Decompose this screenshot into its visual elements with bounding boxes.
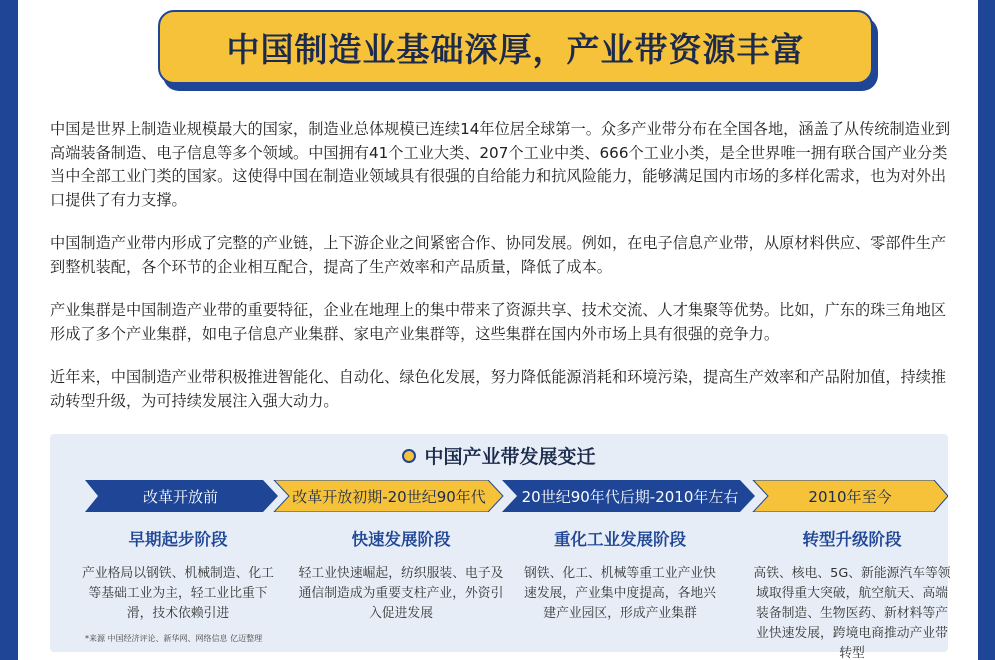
- timeline-arrows: [50, 480, 948, 512]
- paragraph-1: 中国是世界上制造业规模最大的国家，制造业总体规模已连续14年位居全球第一。众多产业带分布在全国各地，涵盖了从传统制造业到高端装备制造、电子信息等多个领域。中国拥有41个工业大类、207个工业中类、666个工业小类，是全世界唯一拥有联合国产业分类当中全部工业门类的国家。这使得中国在制造业领域具有很强的自给能力和抗风险能力，能够满足国内市场的多样化需求，也为对外出口提供了有力支撑。: [50, 120, 951, 209]
- timeline-panel: [50, 434, 951, 660]
- stage-name: 快速发展阶段: [351, 530, 451, 549]
- stage-3: [520, 526, 720, 624]
- stage-description: 高铁、核电、5G、新能源汽车等领域取得重大突破，航空航天、高端装备制造、生物医药、新材料等产业快速发展，跨境电商推动产业带转型: [753, 566, 951, 660]
- stage-name: 早期起步阶段: [128, 530, 228, 549]
- stage-description: 钢铁、化工、机械等重工业产业快速发展，产业集中度提高，各地兴建产业园区，形成产业集群: [524, 566, 716, 621]
- stage-2: [296, 526, 506, 624]
- period-label-1: 改革开放前: [142, 487, 218, 506]
- page-title: 中国制造业基础深厚，产业带资源丰富: [226, 29, 805, 69]
- paragraph-4: 近年来，中国制造产业带积极推进智能化、自动化、绿色化发展，努力降低能源消耗和环境污染，提高生产效率和产品附加值，持续推动转型升级，为可持续发展注入强大动力。: [50, 368, 947, 410]
- title-banner: [158, 10, 873, 84]
- paragraph-2: 中国制造产业带内形成了完整的产业链，上下游企业之间紧密合作、协同发展。例如，在电子信息产业带，从原材料供应、零部件生产到整机装配，各个环节的企业相互配合，提高了生产效率和产品质量，降低了成本。: [50, 234, 947, 276]
- stage-name: 转型升级阶段: [802, 530, 902, 549]
- panel-title: 中国产业带发展变迁: [424, 446, 596, 468]
- document-frame: [18, 0, 978, 660]
- period-label-3: 20世纪90年代后期-2010年左右: [521, 487, 739, 506]
- stage-4: [750, 526, 954, 660]
- stage-name: 重化工业发展阶段: [554, 530, 686, 549]
- period-label-2: 改革开放初期-20世纪90年代: [292, 487, 486, 506]
- article-body: [50, 118, 960, 433]
- panel-header: [50, 442, 948, 469]
- source-note: *来源 中国经济评论、新华网、网络信息 亿迈整理: [85, 634, 263, 643]
- stage-description: 轻工业快速崛起，纺织服装、电子及通信制造成为重要支柱产业，外资引入促进发展: [298, 566, 504, 621]
- stage-description: 产业格局以钢铁、机械制造、化工等基础工业为主，轻工业比重下滑，技术依赖引进: [82, 566, 274, 621]
- bullet-dot-icon: [402, 449, 416, 463]
- paragraph-3: 产业集群是中国制造产业带的重要特征，企业在地理上的集中带来了资源共享、技术交流、人才集聚等优势。比如，广东的珠三角地区形成了多个产业集群，如电子信息产业集群、家电产业集群等，这些集群在国内外市场上具有很强的竞争力。: [50, 301, 947, 343]
- stage-1: [78, 526, 278, 624]
- period-label-4: 2010年至今: [808, 487, 892, 506]
